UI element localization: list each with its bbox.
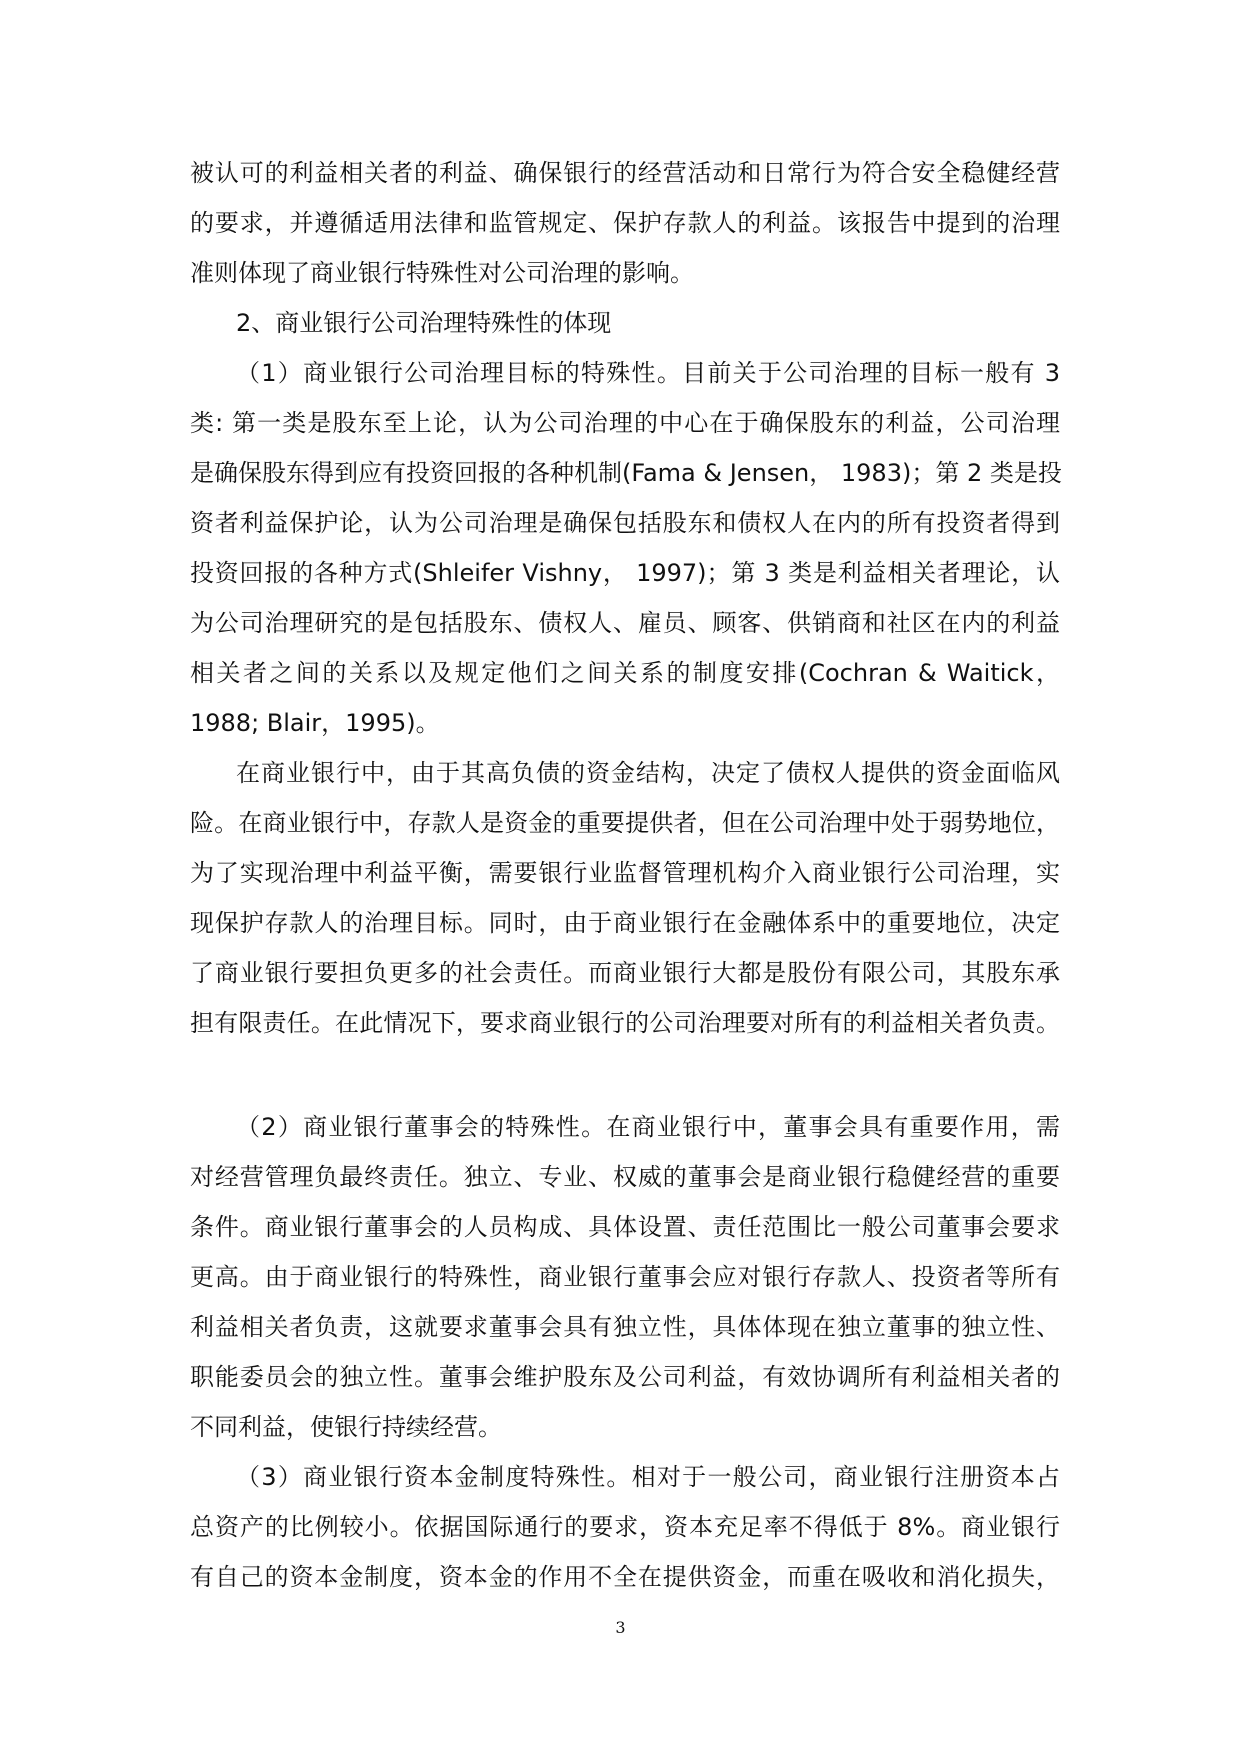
text-line: 不同利益，使银行持续经营。 [190,1413,502,1441]
text-line: （2）商业银行董事会的特殊性。在商业银行中，董事会具有重要作用，需 [236,1113,1060,1141]
text-line: 是确保股东得到应有投资回报的各种机制(Fama & Jensen， 1983)；第 2 类是投 [190,459,1062,487]
text-line: （3）商业银行资本金制度特殊性。相对于一般公司，商业银行注册资本占 [236,1463,1060,1491]
text-line: 险。在商业银行中，存款人是资金的重要提供者，但在公司治理中处于弱势地位， [190,809,1060,837]
text-line: 担有限责任。在此情况下，要求商业银行的公司治理要对所有的利益相关者负责。 [190,1009,1060,1037]
text-line: 资者利益保护论，认为公司治理是确保包括股东和债权人在内的所有投资者得到 [190,509,1060,537]
text-line: 总资产的比例较小。依据国际通行的要求，资本充足率不得低于 8%。商业银行 [190,1513,1060,1541]
text-line: 为了实现治理中利益平衡，需要银行业监督管理机构介入商业银行公司治理，实 [190,859,1060,887]
text-line: 利益相关者负责，这就要求董事会具有独立性，具体体现在独立董事的独立性、 [190,1313,1060,1341]
text-line: 条件。商业银行董事会的人员构成、具体设置、责任范围比一般公司董事会要求 [190,1213,1060,1241]
text-line: （1）商业银行公司治理目标的特殊性。目前关于公司治理的目标一般有 3 [236,359,1060,387]
text-line: 更高。由于商业银行的特殊性，商业银行董事会应对银行存款人、投资者等所有 [190,1263,1060,1291]
text-line: 1988; Blair，1995)。 [190,709,440,737]
text-line: 现保护存款人的治理目标。同时，由于商业银行在金融体系中的重要地位，决定 [190,909,1060,937]
paragraph-gap [190,1048,1060,1102]
text-line: 的要求，并遵循适用法律和监管规定、保护存款人的利益。该报告中提到的治理 [190,209,1060,237]
text-line: 准则体现了商业银行特殊性对公司治理的影响。 [190,259,694,287]
text-line: 了商业银行要担负更多的社会责任。而商业银行大都是股份有限公司，其股东承 [190,959,1060,987]
text-line: 类: 第一类是股东至上论，认为公司治理的中心在于确保股东的利益，公司治理 [190,409,1060,437]
text-line: 职能委员会的独立性。董事会维护股东及公司利益，有效协调所有利益相关者的 [190,1363,1060,1391]
text-line: 投资回报的各种方式(Shleifer Vishny， 1997)；第 3 类是利益相关者理论，认 [190,559,1060,587]
text-line: 被认可的利益相关者的利益、确保银行的经营活动和日常行为符合安全稳健经营 [190,159,1060,187]
body-text [190,148,1060,1602]
text-line: 对经营管理负最终责任。独立、专业、权威的董事会是商业银行稳健经营的重要 [190,1163,1060,1191]
text-line: 在商业银行中，由于其高负债的资金结构，决定了债权人提供的资金面临风 [236,759,1060,787]
page-number: 3 [615,1618,626,1637]
text-line: 为公司治理研究的是包括股东、债权人、雇员、顾客、供销商和社区在内的利益 [190,609,1060,637]
section-heading: 2、商业银行公司治理特殊性的体现 [236,309,612,337]
text-line: 有自己的资本金制度，资本金的作用不全在提供资金，而重在吸收和消化损失， [190,1563,1060,1591]
text-line: 相关者之间的关系以及规定他们之间关系的制度安排(Cochran & Waitick， [190,659,1060,687]
